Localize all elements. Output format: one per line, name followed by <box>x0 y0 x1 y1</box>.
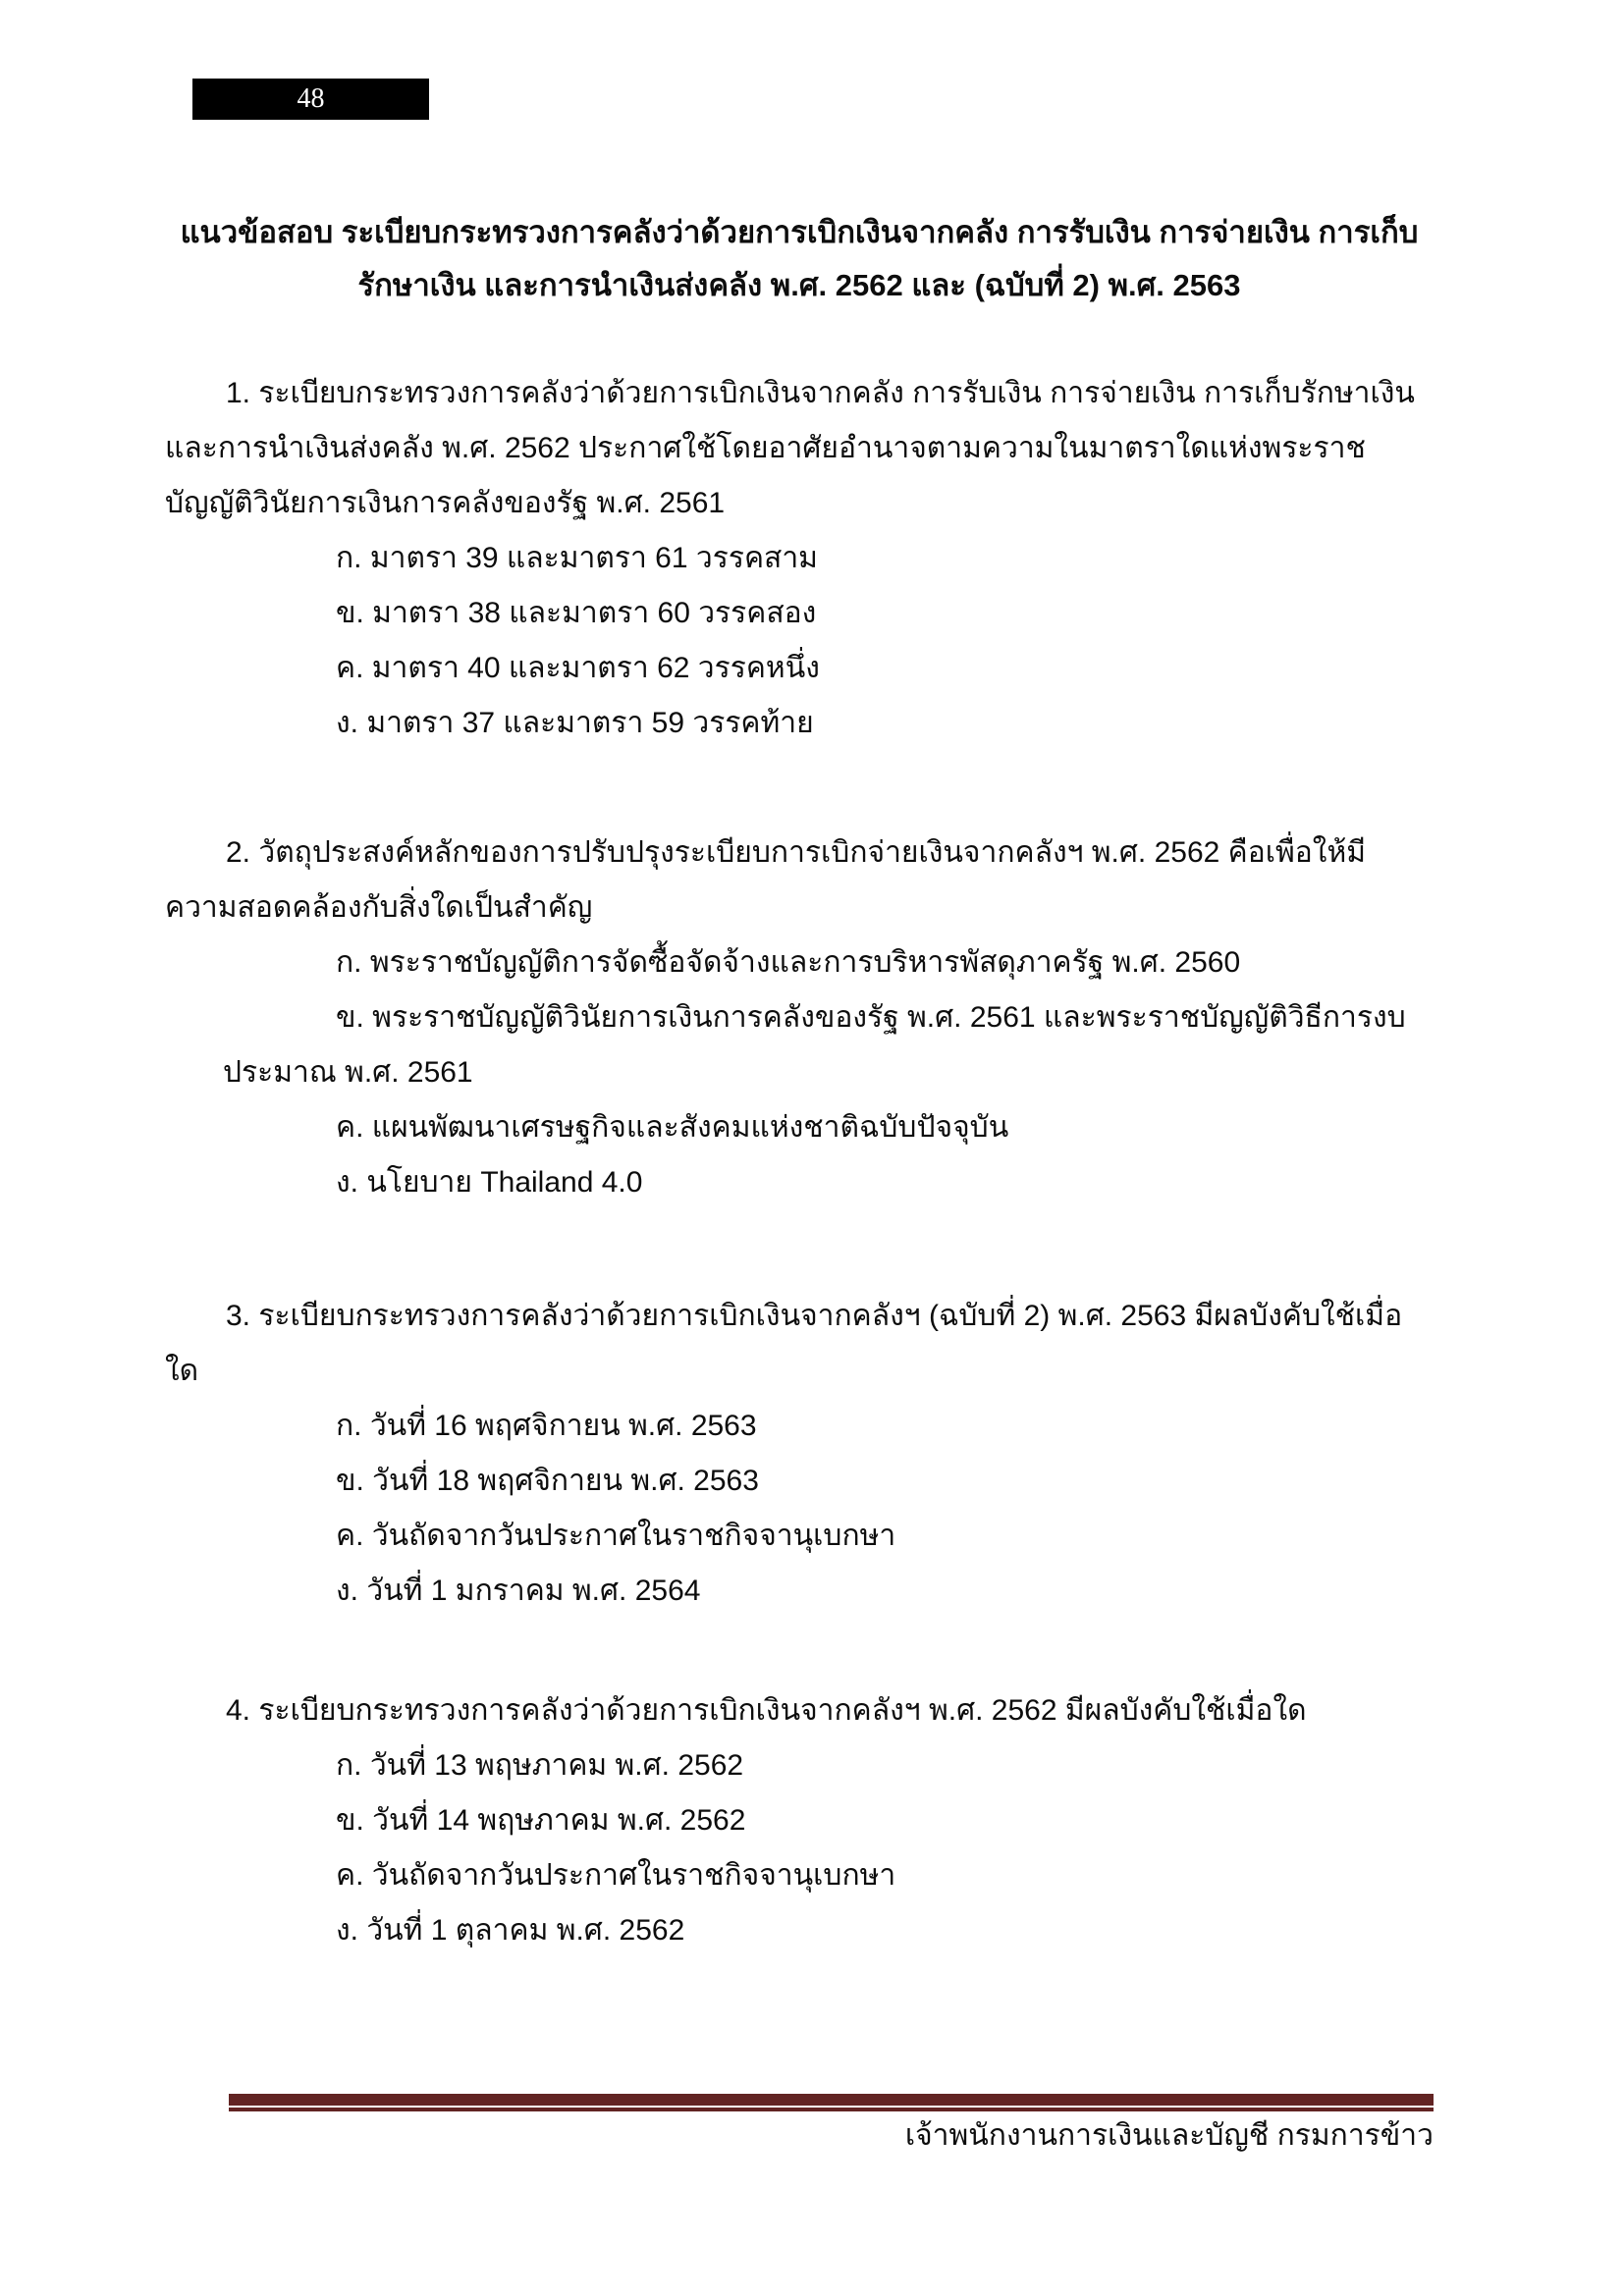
question-4-text: 4. ระเบียบกระทรวงการคลังว่าด้วยการเบิกเงินจากคลังฯ พ.ศ. 2562 มีผลบังคับใช้เมื่อใด <box>226 1694 1307 1727</box>
question-1 <box>165 366 1434 751</box>
question-2-choice-d: ง. นโยบาย Thailand 4.0 <box>336 1166 643 1199</box>
question-4-choice-c: ค. วันถัดจากวันประกาศในราชกิจจานุเบกษา <box>336 1859 896 1892</box>
question-4-choice-a: ก. วันที่ 13 พฤษภาคม พ.ศ. 2562 <box>336 1749 744 1782</box>
question-3-choice-c: ค. วันถัดจากวันประกาศในราชกิจจานุเบกษา <box>336 1520 896 1552</box>
title-line-2: รักษาเงิน และการนำเงินส่งคลัง พ.ศ. 2562 และ (ฉบับที่ 2) พ.ศ. 2563 <box>357 268 1241 302</box>
question-1-choice-c: ค. มาตรา 40 และมาตรา 62 วรรคหนึ่ง <box>336 652 820 684</box>
title-line-1: แนวข้อสอบ ระเบียบกระทรวงการคลังว่าด้วยการเบิกเงินจากคลัง การรับเงิน การจ่ายเงิน การเก็บ <box>180 215 1419 249</box>
question-3-choice-d: ง. วันที่ 1 มกราคม พ.ศ. 2564 <box>336 1575 701 1607</box>
question-2-text: 2. วัตถุประสงค์หลักของการปรับปรุงระเบียบการเบิกจ่ายเงินจากคลังฯ พ.ศ. 2562 คือเพื่อให้มีความสอดคล้องกับสิ่งใดเป็นสำคัญ <box>165 836 1367 924</box>
question-2-choice-b: ข. พระราชบัญญัติวินัยการเงินการคลังของรัฐ พ.ศ. 2561 และพระราชบัญญัติวิธีการงบประมาณ พ.ศ. 2561 <box>223 1001 1406 1089</box>
question-1-choice-d: ง. มาตรา 37 และมาตรา 59 วรรคท้าย <box>336 707 814 739</box>
page-number-box: 48 <box>192 79 429 120</box>
document-content <box>165 206 1434 1958</box>
question-4-choice-b: ข. วันที่ 14 พฤษภาคม พ.ศ. 2562 <box>336 1804 746 1837</box>
question-2 <box>165 826 1434 1210</box>
question-4-choice-d: ง. วันที่ 1 ตุลาคม พ.ศ. 2562 <box>336 1914 685 1947</box>
question-1-text: 1. ระเบียบกระทรวงการคลังว่าด้วยการเบิกเงินจากคลัง การรับเงิน การจ่ายเงิน การเก็บรักษาเงิน และการนำเงินส่งคลัง พ.ศ. 2562 ประกาศใช้โดยอาศัยอำนาจตามความในมาตราใดแห่งพระราชบัญญัติวินัยการเงินการคลังของรัฐ พ.ศ. 2561 <box>165 377 1415 519</box>
question-2-choice-a: ก. พระราชบัญญัติการจัดซื้อจัดจ้างและการบริหารพัสดุภาครัฐ พ.ศ. 2560 <box>336 946 1241 979</box>
footer-rule-thick <box>229 2094 1434 2106</box>
question-2-choice-c: ค. แผนพัฒนาเศรษฐกิจและสังคมแห่งชาติฉบับปัจจุบัน <box>336 1111 1009 1144</box>
question-3-choice-b: ข. วันที่ 18 พฤศจิกายน พ.ศ. 2563 <box>336 1465 759 1497</box>
footer-credit: เจ้าพนักงานการเงินและบัญชี กรมการข้าว <box>904 2119 1434 2152</box>
question-3 <box>165 1289 1434 1619</box>
document-title <box>165 206 1434 312</box>
question-3-text: 3. ระเบียบกระทรวงการคลังว่าด้วยการเบิกเงินจากคลังฯ (ฉบับที่ 2) พ.ศ. 2563 มีผลบังคับใช้เมื่อใด <box>165 1300 1403 1387</box>
question-4 <box>165 1683 1434 1958</box>
question-1-choice-b: ข. มาตรา 38 และมาตรา 60 วรรคสอง <box>336 597 817 629</box>
question-3-choice-a: ก. วันที่ 16 พฤศจิกายน พ.ศ. 2563 <box>336 1410 757 1442</box>
question-1-choice-a: ก. มาตรา 39 และมาตรา 61 วรรคสาม <box>336 542 818 574</box>
